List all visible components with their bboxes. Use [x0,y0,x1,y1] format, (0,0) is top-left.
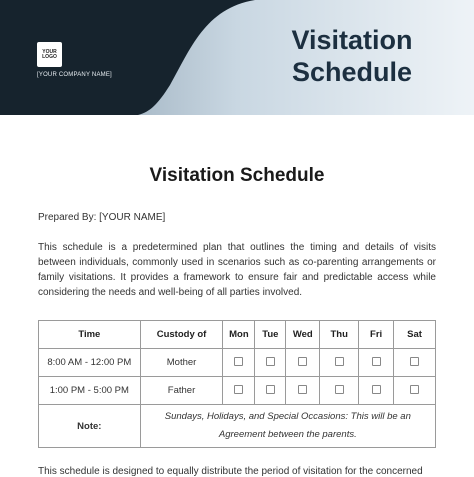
tue-checkbox[interactable] [266,385,275,394]
header-title-line2: Schedule [291,57,413,87]
sat-checkbox[interactable] [410,385,419,394]
thu-checkbox[interactable] [335,357,344,366]
company-logo [37,42,62,67]
tue-checkbox[interactable] [266,357,275,366]
header-tue: Tue [255,321,286,349]
wed-checkbox[interactable] [298,357,307,366]
header-thu: Thu [320,321,359,349]
header-custody: Custody of [140,321,223,349]
note-text: Sundays, Holidays, and Special Occasions: This will be an Agreement between the parents. [140,405,435,448]
mon-checkbox[interactable] [234,357,243,366]
company-name: [YOUR COMPANY NAME] [37,72,112,78]
header-sat: Sat [394,321,436,349]
fri-checkbox[interactable] [372,385,381,394]
intro-paragraph: This schedule is a predetermined plan that outlines the timing and details of visits between individuals, commonly used in scenarios such as co-parenting arrangements or family visitations. It provides a framework to ensure fair and predictable access while considering the needs and well-being of all parties involved. [38,242,436,298]
header-time: Time [39,321,141,349]
header-mon: Mon [223,321,255,349]
header-wed: Wed [286,321,320,349]
header-title-line1: Visitation [291,25,413,55]
header-fri: Fri [359,321,394,349]
table-row [39,377,436,405]
sat-checkbox[interactable] [410,357,419,366]
header-title [262,24,442,88]
document-title: Visitation Schedule [149,165,325,186]
header-banner [0,0,474,115]
custody-cell: Mother [140,349,223,377]
note-label: Note: [39,405,141,448]
table-header-row [39,321,436,349]
logo-text-line1: YOUR [42,48,57,55]
visitation-table [38,320,436,448]
table-row [39,349,436,377]
footer-paragraph: This schedule is designed to equally distribute the period of visitation for the concerned [38,466,423,477]
wed-checkbox[interactable] [298,385,307,394]
mon-checkbox[interactable] [234,385,243,394]
time-cell: 1:00 PM - 5:00 PM [39,377,141,405]
logo-text-line2: LOGO [42,53,57,60]
time-cell: 8:00 AM - 12:00 PM [39,349,141,377]
thu-checkbox[interactable] [335,385,344,394]
prepared-by: Prepared By: [YOUR NAME] [38,212,166,223]
custody-cell: Father [140,377,223,405]
fri-checkbox[interactable] [372,357,381,366]
note-row [39,405,436,448]
